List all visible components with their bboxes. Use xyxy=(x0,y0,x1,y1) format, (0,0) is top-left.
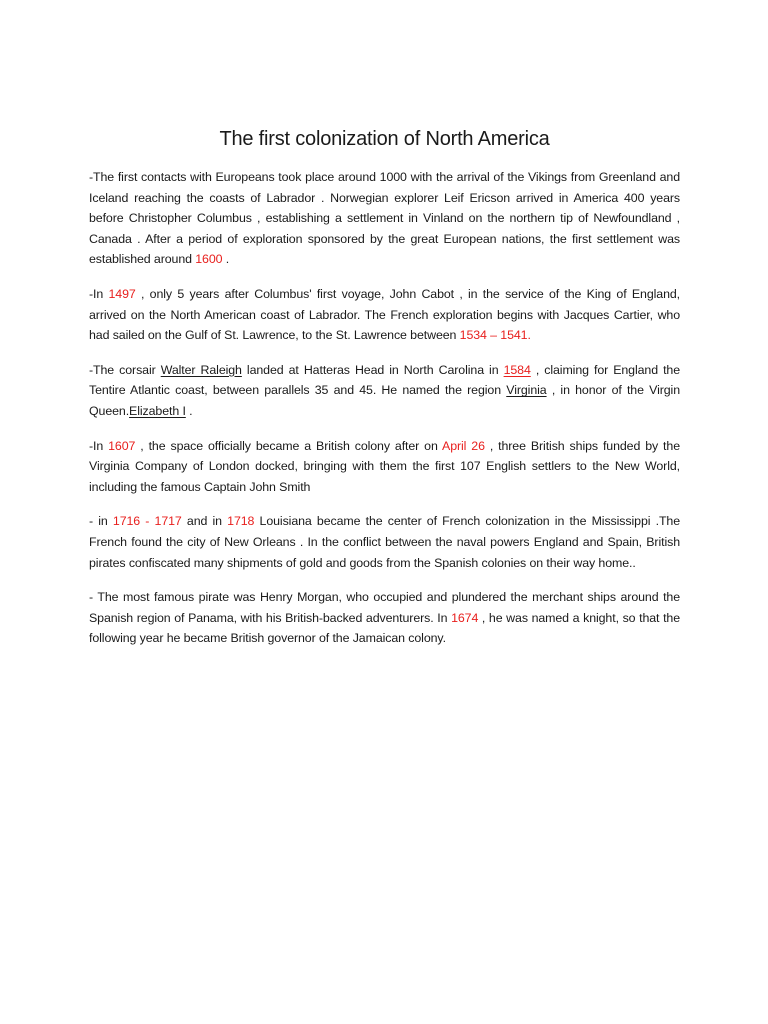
text-segment: -The corsair xyxy=(89,362,161,377)
text-segment: - in xyxy=(89,514,113,529)
text-segment: . xyxy=(185,403,193,418)
underlined-term: Virginia xyxy=(506,383,547,398)
document-title: The first colonization of North America xyxy=(219,128,550,150)
text-segment: , claiming for England the Tentire Atlantic coast, between parallels 35 and 45. He named the region xyxy=(89,362,681,398)
highlighted-date: 1607 xyxy=(108,438,136,453)
highlighted-date: 1718 xyxy=(227,514,255,529)
text-segment: -In xyxy=(89,438,109,453)
highlighted-date: 1534 – 1541. xyxy=(459,328,531,343)
highlighted-date: 1600 xyxy=(195,252,223,267)
text-segment: -The first contacts with Europeans took place around 1000 with the arrival of the Vikings from Greenland and Iceland reaching the coasts of Labrador . Norwegian explorer Leif Ericson arrived in America 400 years before Christopher Columbus , establishing a settlement in Vinland on the northern tip of Newfoundland , Canada . After a period of exploration sponsored by the great European nations, the first settlement was established around xyxy=(89,170,680,267)
text-segment: , three British ships funded by the Virginia Company of London docked, bringing with them the first 107 English settlers to the New World, including the famous Captain John Smith xyxy=(89,438,680,494)
text-segment: , in honor of the Virgin Queen. xyxy=(89,383,680,418)
underlined-term: Elizabeth I xyxy=(129,403,186,418)
highlighted-date: 1584 xyxy=(503,362,531,377)
underlined-term: Walter Raleigh xyxy=(160,362,242,377)
document-body xyxy=(89,167,680,649)
highlighted-date: 1497 xyxy=(108,286,136,301)
paragraph-1 xyxy=(89,167,680,270)
text-segment: , only 5 years after Columbus' first voyage, John Cabot , in the service of the King of England, arrived on the North American coast of Labrador. The French exploration begins with Jacques Cartier, who had sailed on the Gulf of St. Lawrence, to the St. Lawrence between xyxy=(89,286,680,343)
paragraph-2 xyxy=(89,284,680,346)
highlighted-date: 1716 - 1717 xyxy=(112,514,182,529)
paragraph-6 xyxy=(89,587,680,649)
highlighted-date: 1674 xyxy=(451,610,479,625)
paragraph-5 xyxy=(89,511,680,573)
text-segment: , the space officially became a British colony after on xyxy=(135,438,443,453)
text-segment: - The most famous pirate was Henry Morgan, who occupied and plundered the merchant ships around the Spanish region of Panama, with his British-backed adventurers. In xyxy=(89,590,680,625)
text-segment: Louisiana became the center of French colonization in the Mississippi .The French found the city of New Orleans . In the conflict between the naval powers England and Spain, British pirates confiscated many shipments of gold and goods from the Spanish colonies on their way home.. xyxy=(89,514,680,570)
text-segment: landed at Hatteras Head in North Carolina in xyxy=(241,362,504,377)
paragraph-3 xyxy=(89,360,680,422)
text-segment: , he was named a knight, so that the following year he became British governor of the Jamaican colony. xyxy=(89,610,680,646)
text-segment: . xyxy=(222,252,230,267)
text-segment: -In xyxy=(89,286,109,301)
text-segment: and in xyxy=(181,514,228,529)
highlighted-date: April 26 xyxy=(442,438,485,453)
paragraph-4 xyxy=(89,436,680,498)
